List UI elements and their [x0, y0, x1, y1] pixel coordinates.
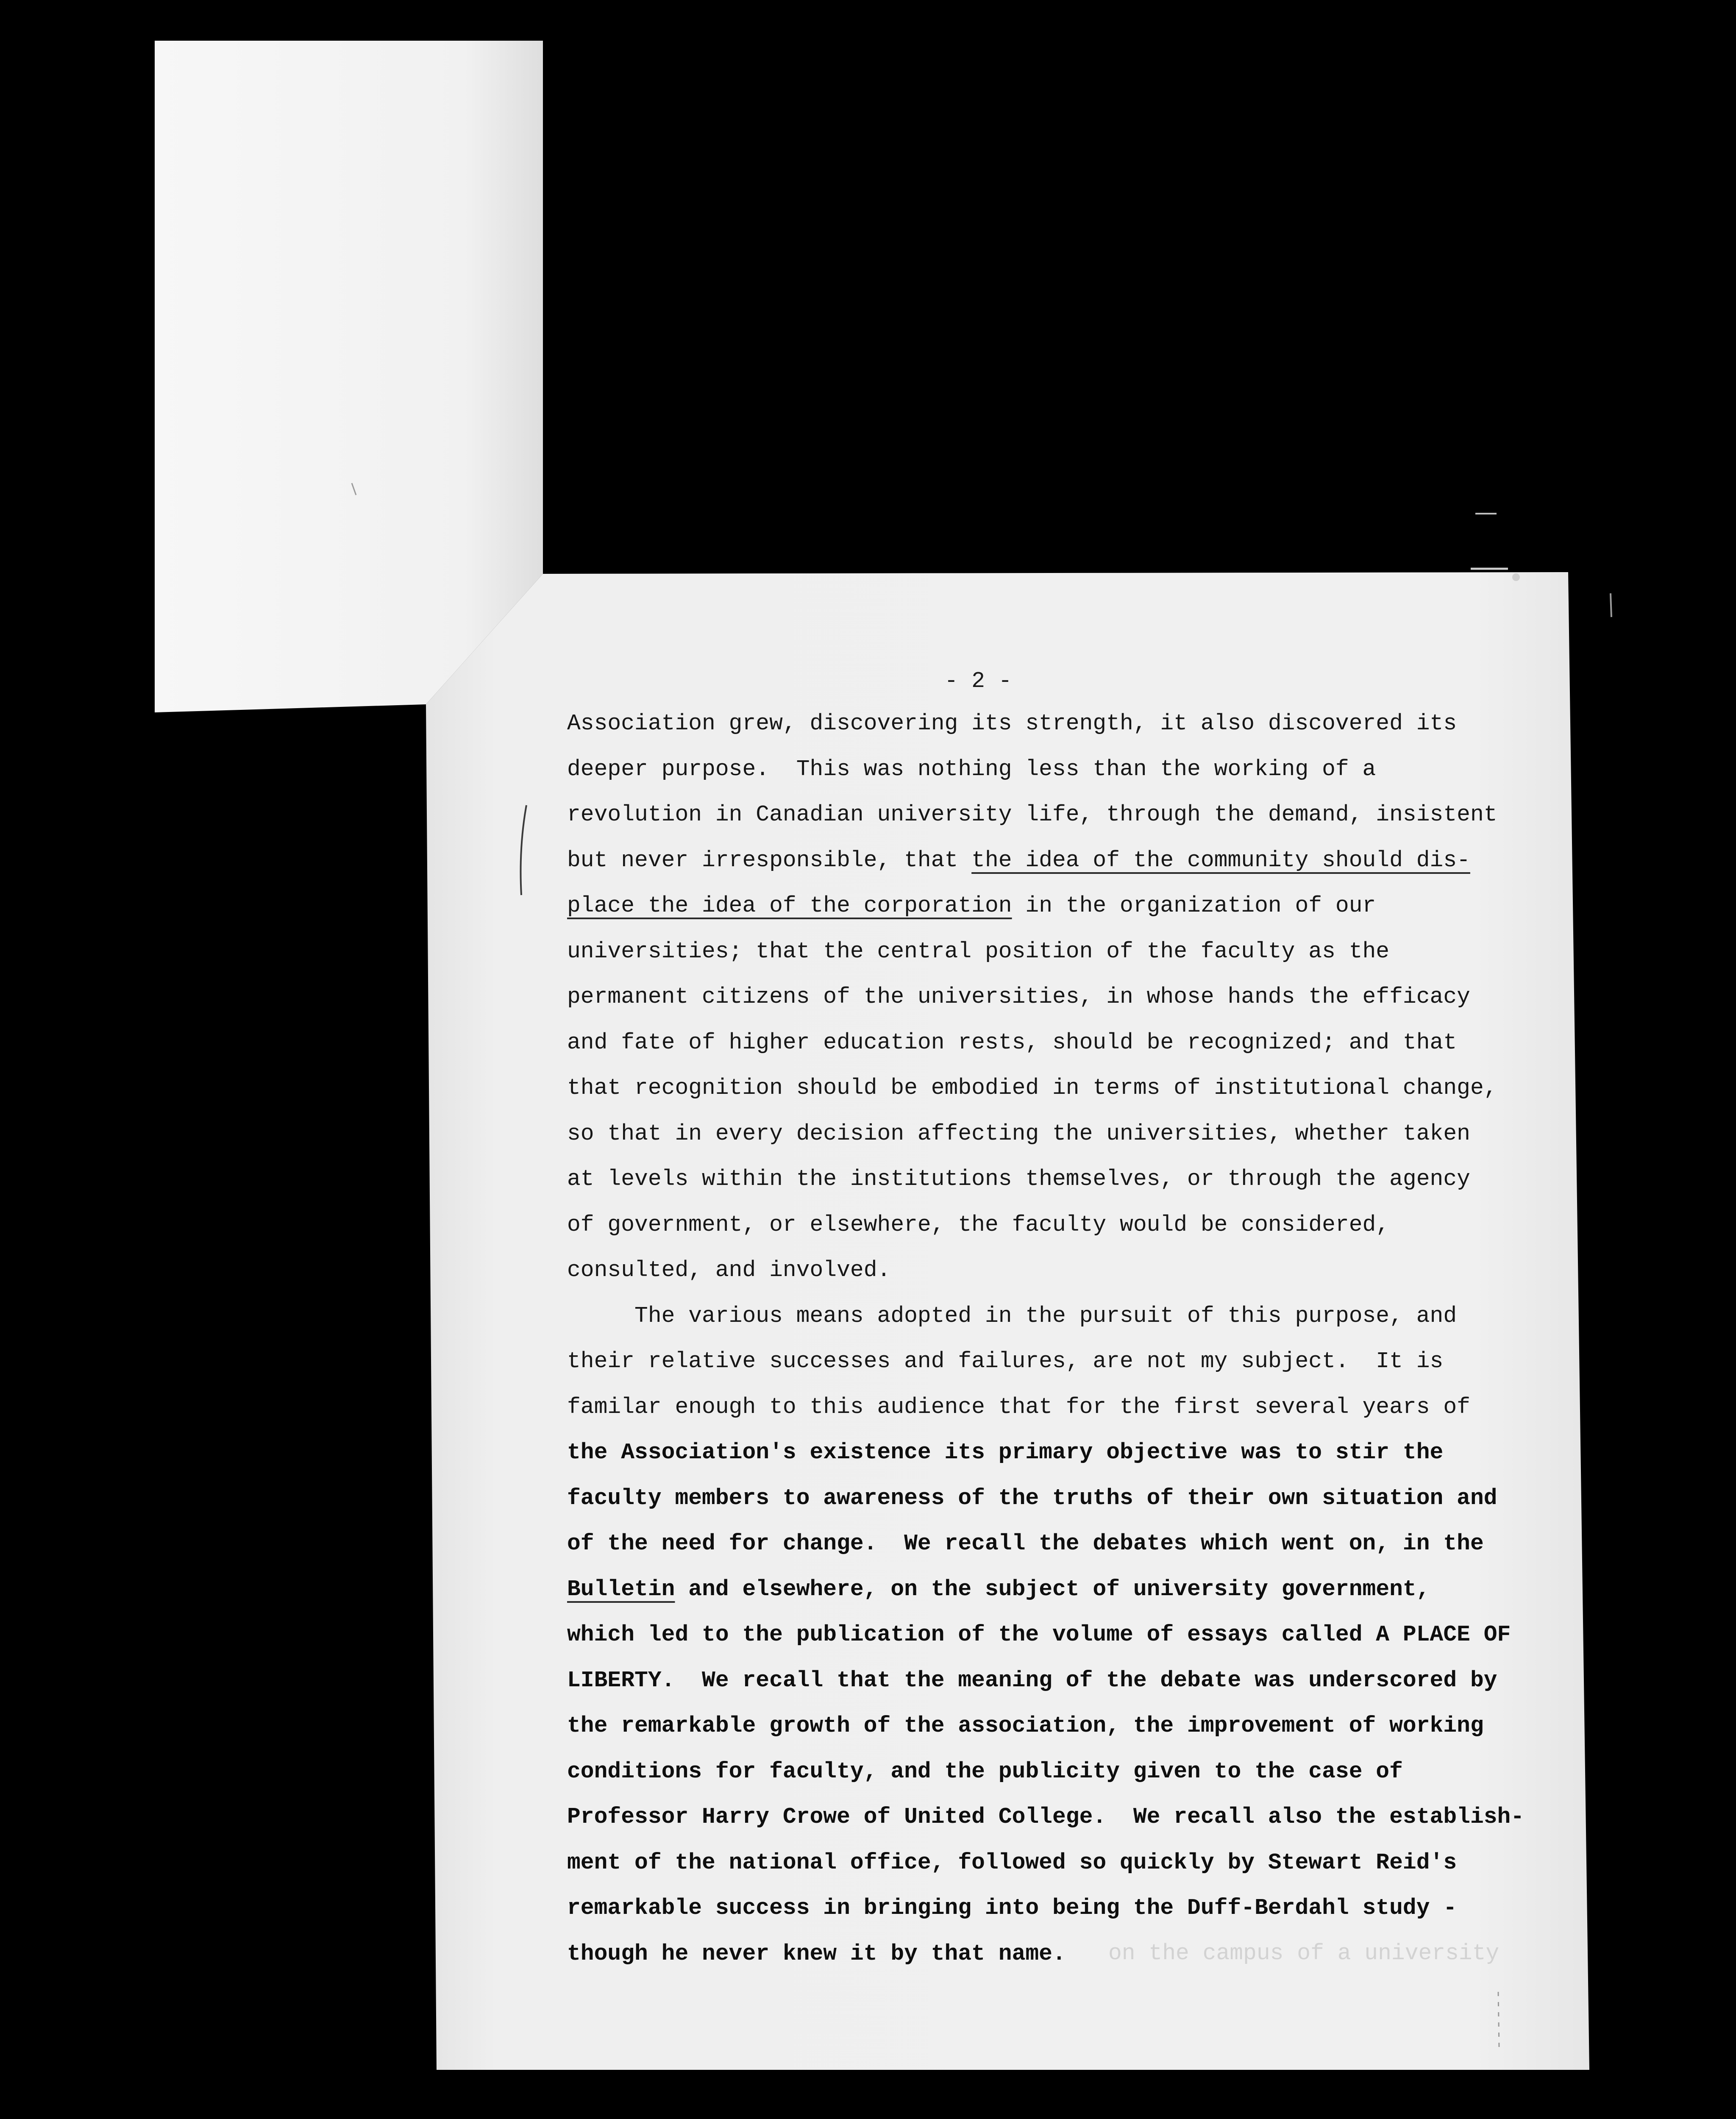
text-segment: that recognition should be embodied in terms of institutional change, [567, 1075, 1497, 1101]
text-line [567, 1612, 1524, 1658]
text-line [567, 1430, 1524, 1476]
text-line [567, 1293, 1524, 1339]
paragraph [567, 701, 1524, 1293]
text-segment: the remarkable growth of the association, the improvement of working [567, 1713, 1484, 1738]
text-line [567, 1840, 1524, 1886]
text-line [567, 1339, 1524, 1385]
text-line [567, 1248, 1524, 1293]
edge-mark [1512, 573, 1520, 581]
text-segment: faculty members to awareness of the truths of their own situation and [567, 1485, 1497, 1511]
text-segment: permanent citizens of the universities, in whose hands the efficacy [567, 984, 1470, 1009]
page-number: - 2 - [944, 668, 1012, 694]
text-segment: of government, or elsewhere, the faculty would be considered, [567, 1212, 1390, 1237]
text-segment: in the organization of our [1012, 893, 1376, 918]
text-line [567, 1567, 1524, 1613]
text-segment: and elsewhere, on the subject of university government, [675, 1576, 1430, 1602]
text-segment: at levels within the institutions themselves, or through the agency [567, 1166, 1470, 1192]
text-line [567, 747, 1524, 793]
text-line [567, 1202, 1524, 1248]
underlined-text: the idea of the community should dis- [971, 847, 1470, 873]
text-segment: familar enough to this audience that for the first several years of [567, 1394, 1470, 1420]
text-segment: the Association's existence its primary objective was to stir the [567, 1440, 1444, 1465]
document-body [567, 701, 1524, 1977]
bleed-through-text: on the campus of a university [1108, 1941, 1500, 1966]
text-segment: of the need for change. We recall the debates which went on, in the [567, 1531, 1484, 1556]
text-segment: LIBERTY. We recall that the meaning of the debate was underscored by [567, 1667, 1497, 1693]
text-line [567, 1521, 1524, 1567]
text-line [567, 1111, 1524, 1157]
text-line [567, 1885, 1524, 1931]
text-line [567, 974, 1524, 1020]
text-line [567, 1385, 1524, 1430]
text-segment: so that in every decision affecting the universities, whether taken [567, 1121, 1470, 1146]
text-segment: revolution in Canadian university life, through the demand, insistent [567, 802, 1497, 827]
text-segment: but never irresponsible, that [567, 847, 972, 873]
text-segment: and fate of higher education rests, should be recognized; and that [567, 1029, 1457, 1055]
text-line [567, 1065, 1524, 1111]
text-line [567, 838, 1524, 884]
text-line [567, 929, 1524, 975]
text-segment: though he never knew it by that name. [567, 1941, 1066, 1966]
text-segment: Association grew, discovering its strength, it also discovered its [567, 711, 1457, 736]
text-line [567, 1476, 1524, 1521]
underlined-text: Bulletin [567, 1576, 675, 1602]
text-line [567, 883, 1524, 929]
text-line [567, 1794, 1524, 1840]
text-segment: The various means adopted in the pursuit of this purpose, and [634, 1303, 1457, 1329]
text-line [567, 1157, 1524, 1202]
text-segment: conditions for faculty, and the publicity given to the case of [567, 1758, 1403, 1784]
text-segment: consulted, and involved. [567, 1257, 891, 1283]
text-segment: remarkable success in bringing into being the Duff-Berdahl study - [567, 1895, 1457, 1921]
text-segment: which led to the publication of the volume of essays called A PLACE OF [567, 1622, 1511, 1647]
text-line [567, 1658, 1524, 1704]
underlined-text: place the idea of the corporation [567, 893, 1012, 918]
back-paper-sheet [155, 41, 543, 712]
text-segment: their relative successes and failures, are not my subject. It is [567, 1349, 1444, 1374]
text-line [567, 1749, 1524, 1795]
text-segment: ment of the national office, followed so quickly by Stewart Reid's [567, 1849, 1457, 1875]
paragraph [567, 1293, 1524, 1977]
text-segment: universities; that the central position of the faculty as the [567, 938, 1390, 964]
text-line [567, 701, 1524, 747]
text-line [567, 792, 1524, 838]
text-line [567, 1020, 1524, 1066]
text-segment: Professor Harry Crowe of United College. We recall also the establish- [567, 1804, 1525, 1830]
text-segment: deeper purpose. This was nothing less than the working of a [567, 756, 1376, 782]
text-line [567, 1703, 1524, 1749]
